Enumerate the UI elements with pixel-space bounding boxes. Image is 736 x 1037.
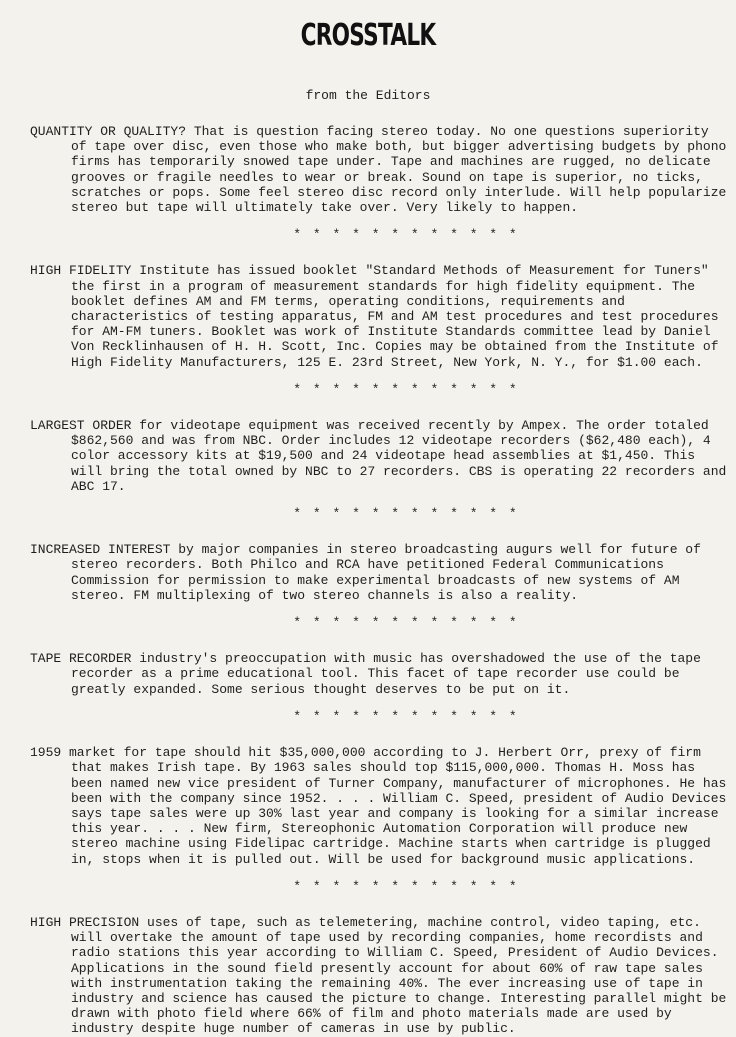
separator: * * * * * * * * * * * * xyxy=(293,708,519,724)
news-item-text: TAPE RECORDER industry's preoccupation with music has overshadowed the use of the tape recorder as a prime educational tool. This facet of tape recorder use could be greatly expanded. Some serious thought deserves to be put on it. xyxy=(30,651,701,697)
news-item-text: HIGH PRECISION uses of tape, such as telemetering, machine control, video taping, etc. will overtake the amount of tape used by recording companies, home recordists and radio stations this year according to William C. Speed, President of Audio Devices. Applications in the sound field presently account for about 60% of raw tape sales with instrumentation taking the remaining 40%. The ever increasing use of tape in industry and science has caused the picture to change. Interesting parallel might be drawn with photo field where 66% of film and photo materials made are used by industry despite huge number of cameras in use by public. xyxy=(30,914,727,1037)
news-item-high-fidelity xyxy=(30,263,730,369)
page-title: CROSSTALK xyxy=(300,18,436,53)
separator: * * * * * * * * * * * * xyxy=(293,615,519,631)
news-item-1959-market xyxy=(30,745,730,867)
news-item-text: HIGH FIDELITY Institute has issued booklet "Standard Methods of Measurement for Tuners" the first in a program of measurement standards for high fidelity equipment. The booklet defines AM and FM terms, operating conditions, requirements and characteristics of testing apparatus, FM and AM test procedures and test procedures for AM-FM tuners. Booklet was work of Institute Standards committee lead by Daniel Von Recklinhausen of H. H. Scott, Inc. Copies may be obtained from the Institute of High Fidelity Manufacturers, 125 E. 23rd Street, New York, N. Y., for $1.00 each. xyxy=(30,263,719,370)
news-items xyxy=(30,124,730,1037)
news-item-quantity-or-quality xyxy=(30,124,730,215)
news-item-tape-recorder xyxy=(30,651,730,697)
news-item-increased-interest xyxy=(30,542,730,603)
news-item-text: QUANTITY OR QUALITY? That is question facing stereo today. No one questions superiority of tape over disc, even those who make both, but bigger advertising budgets by phono firms has temporarily snowed tape under. Tape and machines are rugged, no delicate grooves or fragile needles to wear or break. Sound on tape is superior, no ticks, scratches or pops. Some feel stereo disc record only interlude. Will help popularize stereo but tape will ultimately take over. Very likely to happen. xyxy=(30,124,727,216)
news-item-text: LARGEST ORDER for videotape equipment was received recently by Ampex. The order totaled $862,560 and was from NBC. Order includes 12 videotape recorders ($62,480 each), 4 color accessory kits at $19,500 and 24 videotape head assemblies at $1,450. This will bring the total owned by NBC to 27 recorders. CBS is operating 22 recorders and ABC 17. xyxy=(30,418,727,494)
news-item-high-precision xyxy=(30,915,730,1037)
page-subtitle: from the Editors xyxy=(305,88,431,103)
news-item-largest-order xyxy=(30,418,730,494)
separator: * * * * * * * * * * * * xyxy=(293,381,519,397)
separator: * * * * * * * * * * * * xyxy=(293,227,519,243)
news-item-text: 1959 market for tape should hit $35,000,000 according to J. Herbert Orr, prexy of firm that makes Irish tape. By 1963 sales should top $115,000,000. Thomas H. Moss has been named new vice president of Turner Company, manufacturer of microphones. He has been with the company since 1952. . . . William C. Speed, president of Audio Devices says tape sales were up 30% last year and company is looking for a similar increase this year. . . . New firm, Stereophonic Automation Corporation will produce new stereo machine using Fidelipac cartridge. Machine starts when cartridge is plugged in, stops when it is pulled out. Will be used for background music applications. xyxy=(30,745,727,867)
separator: * * * * * * * * * * * * xyxy=(293,506,519,522)
separator: * * * * * * * * * * * * xyxy=(293,878,519,894)
news-item-text: INCREASED INTEREST by major companies in stereo broadcasting augurs well for future of stereo recorders. Both Philco and RCA have petitioned Federal Communications Commission for permission to make experimental broadcasts of new systems of AM stereo. FM multiplexing of two stereo channels is also a reality. xyxy=(30,542,701,603)
